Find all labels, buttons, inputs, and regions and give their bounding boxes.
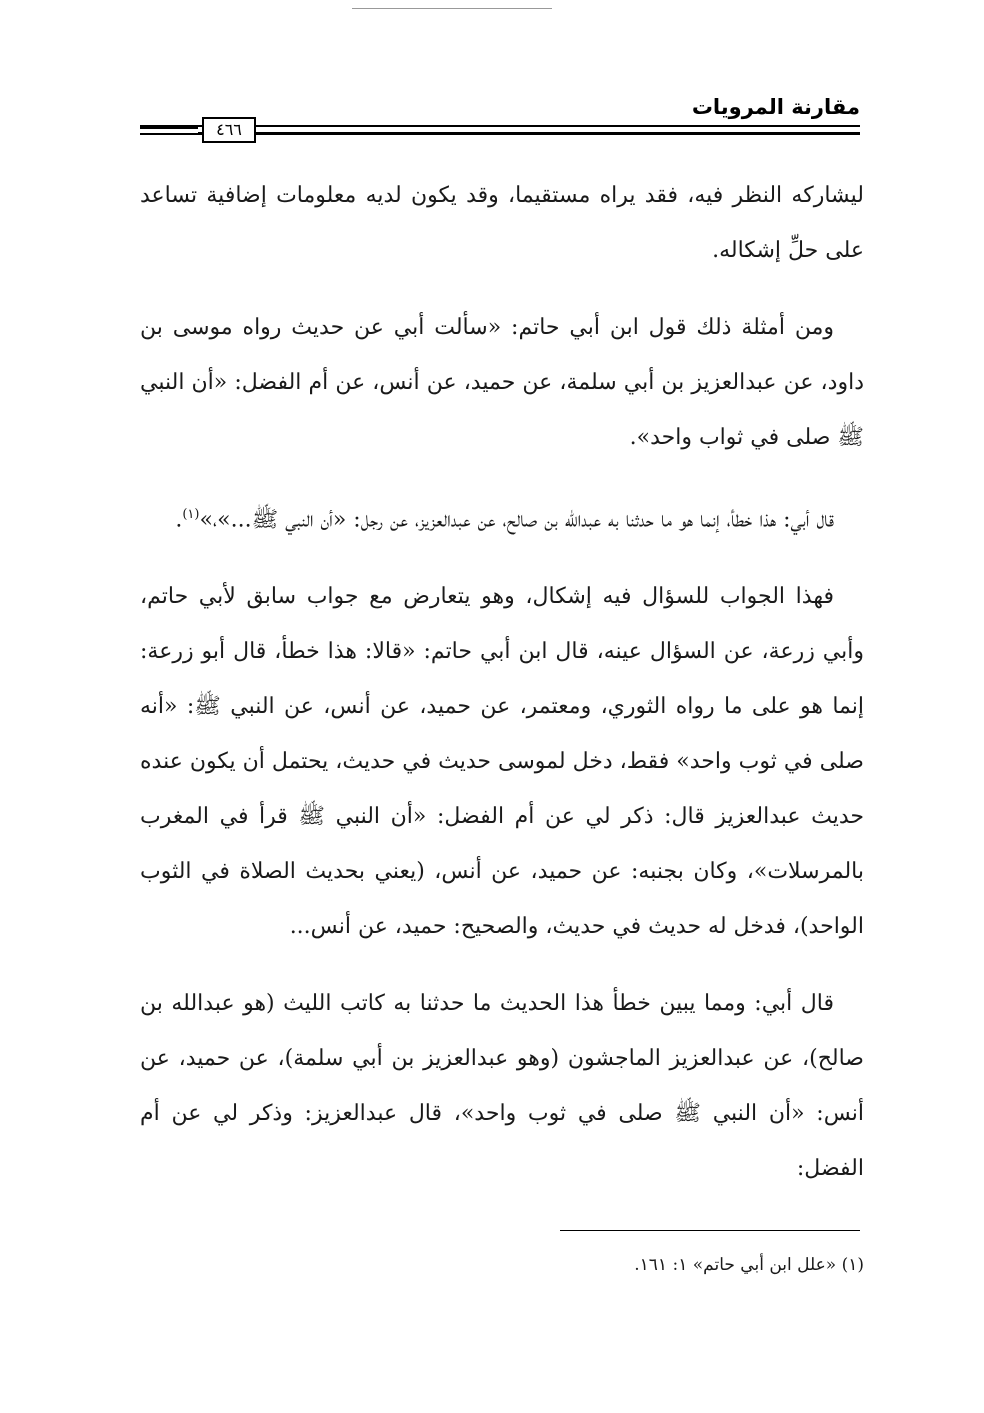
page-header (140, 95, 860, 155)
paragraph-3-text: قال أبي: هذا خطأ، إنما هو ما حدثنا به عبدالله بن صالح، عن عبدالعزيز، عن رجل: «أن النبي ﷺ...»،» (199, 507, 834, 533)
paragraph-3-end: . (175, 507, 183, 533)
paragraph-5: قال أبي: ومما يبين خطأ هذا الحديث ما حدثنا به كاتب الليث (هو عبدالله بن صالح)، عن عبدالعزيز الماجشون (وهو عبدالعزيز بن أبي سلمة)، عن حميد، عن أنس: «أن النبي ﷺ صلى في ثوب واحد»، قال عبدالعزيز: وذكر لي عن أم الفضل: (140, 991, 864, 1182)
paragraph-4: فهذا الجواب للسؤال فيه إشكال، وهو يتعارض مع جواب سابق لأبي حاتم، وأبي زرعة، عن السؤال عينه، قال ابن أبي حاتم: «قالا: هذا خطأ، قال أبو زرعة: إنما هو على ما رواه الثوري، ومعتمر، عن حميد، عن أنس، عن النبي ﷺ: «أنه صلى في ثوب واحد» فقط، دخل لموسى حديث في حديث، يحتمل أن يكون عنده حديث عبدالعزيز قال: ذكر لي عن أم الفضل: «أن النبي ﷺ قرأ في المغرب بالمرسلات»، وكان بجنبه: عن حميد، عن أنس، (يعني بحديث الصلاة في الثوب الواحد)، فدخل له حديث في حديث، والصحيح: حميد، عن أنس... (140, 584, 864, 940)
running-title: مقارنة المرويات (691, 95, 860, 119)
footnote-separator (560, 1230, 860, 1231)
header-rule-end-mark (140, 127, 198, 135)
page-number-box: ٤٦٦ (202, 117, 256, 143)
paragraph-1: ليشاركه النظر فيه، فقد يراه مستقيما، وقد يكون لديه معلومات إضافية تساعد على حلِّ إشكاله. (140, 183, 864, 263)
main-text (140, 168, 864, 1218)
footnote-reference: (١) (182, 507, 200, 522)
top-edge-rule (352, 8, 552, 9)
paragraph-2: ومن أمثلة ذلك قول ابن أبي حاتم: «سألت أبي عن حديث رواه موسى بن داود، عن عبدالعزيز بن أبي سلمة، عن حميد، عن أنس، عن أم الفضل: «أن النبي ﷺ صلى في ثواب واحد». (140, 315, 864, 450)
footnote: (١) «علل ابن أبي حاتم» ١: ١٦١. (634, 1255, 864, 1275)
paragraph-3 (140, 487, 864, 547)
